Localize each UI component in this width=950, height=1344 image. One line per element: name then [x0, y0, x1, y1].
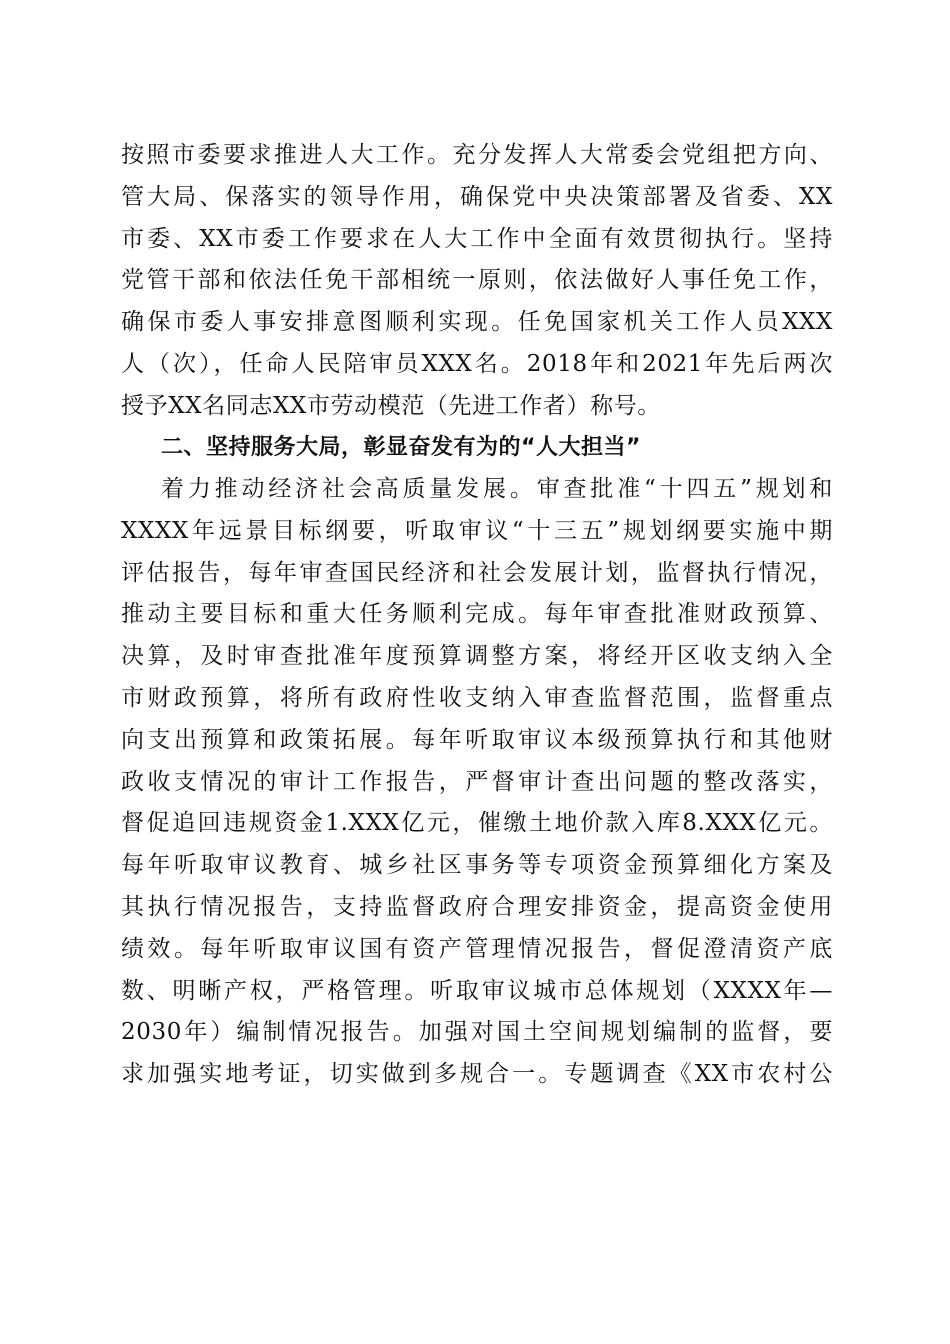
text-line: 市委、XX市委工作要求在人大工作中全面有效贯彻执行。坚持	[121, 225, 833, 252]
text-line: 其执行情况报告，支持监督政府合理安排资金，提高资金使用	[121, 893, 833, 920]
text-line: 督促追回违规资金1.XXX亿元，催缴土地价款入库8.XXX亿元。	[121, 810, 833, 837]
text-line: 政收支情况的审计工作报告，严督审计查出问题的整改落实，	[121, 768, 833, 795]
section-heading: 二、坚持服务大局，彰显奋发有为的“人大担当”	[161, 435, 641, 460]
text-line: 管大局、保落实的领导作用，确保党中央决策部署及省委、XX	[121, 183, 833, 210]
section-heading-block	[121, 427, 833, 469]
text-line: 市财政预算，将所有政府性收支纳入审查监督范围，监督重点	[121, 684, 833, 711]
text-line: 绩效。每年听取审议国有资产管理情况报告，督促澄清资产底	[121, 935, 833, 962]
text-line: 着力推动经济社会高质量发展。审查批准“十四五”规划和	[161, 476, 833, 502]
text-line: 人（次），任命人民陪审员XXX名。2018年和2021年先后两次	[121, 350, 833, 377]
paragraph-appointments	[121, 135, 833, 428]
text-line: 按照市委要求推进人大工作。充分发挥人大常委会党组把方向、	[121, 142, 833, 168]
text-line: 确保市委人事安排意图顺利实现。任免国家机关工作人员XXX	[121, 309, 833, 336]
text-line: XXXX年远景目标纲要，听取审议“十三五”规划纲要实施中期	[121, 517, 833, 544]
text-line: 数、明晰产权，严格管理。听取审议城市总体规划（XXXX年—	[121, 977, 833, 1004]
paragraph-economic-development	[121, 469, 833, 1096]
text-line: 向支出预算和政策拓展。每年听取审议本级预算执行和其他财	[121, 726, 833, 753]
text-line: 授予XX名同志XX市劳动模范（先进工作者）称号。	[121, 392, 661, 419]
text-line: 2030年）编制情况报告。加强对国土空间规划编制的监督，要	[121, 1019, 833, 1046]
text-line: 求加强实地考证，切实做到多规合一。专题调查《XX市农村公	[121, 1061, 833, 1088]
text-line: 推动主要目标和重大任务顺利完成。每年审查批准财政预算、	[121, 601, 833, 628]
text-line: 评估报告，每年审查国民经济和社会发展计划，监督执行情况，	[121, 559, 833, 586]
text-line: 决算，及时审查批准年度预算调整方案，将经开区收支纳入全	[121, 643, 833, 670]
text-line: 党管干部和依法任免干部相统一原则，依法做好人事任免工作，	[121, 267, 833, 294]
text-line: 每年听取审议教育、城乡社区事务等专项资金预算细化方案及	[121, 852, 833, 879]
